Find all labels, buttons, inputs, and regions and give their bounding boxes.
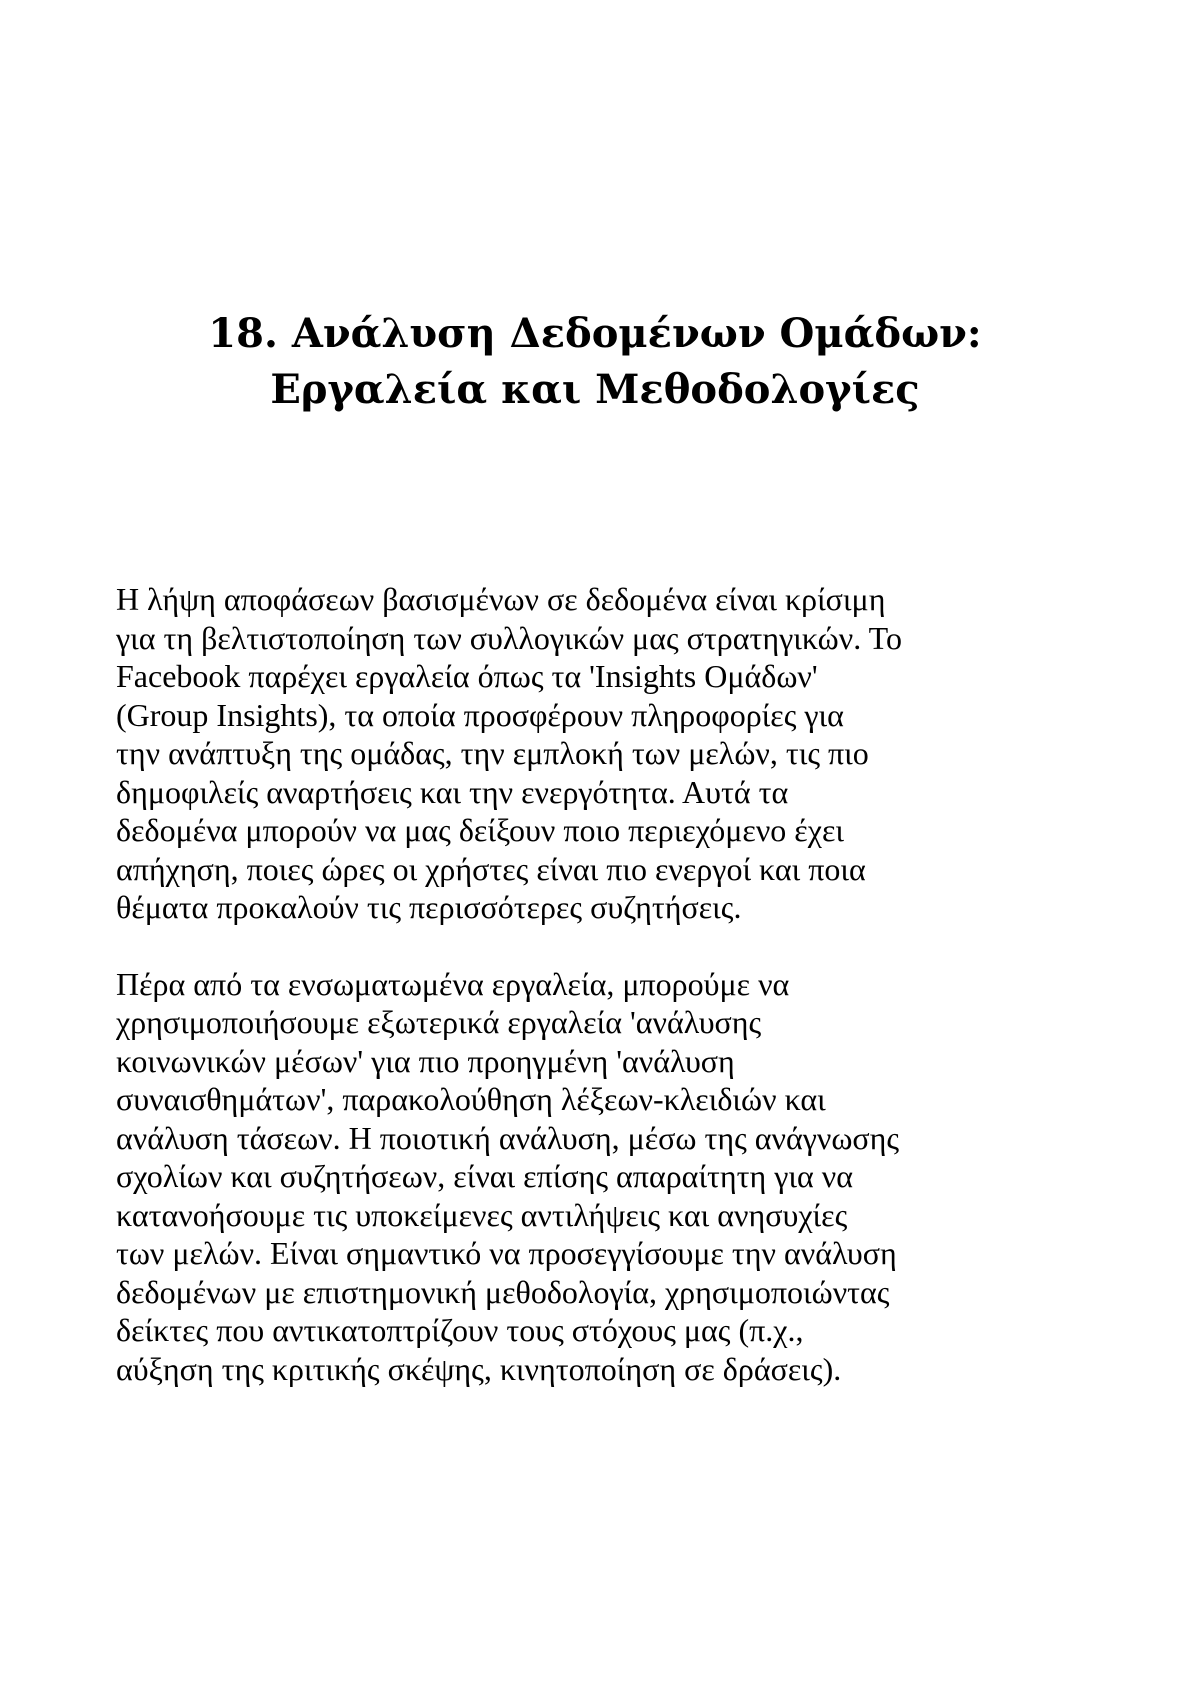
paragraph-line: δεδομένα μπορούν να μας δείξουν ποιο περιεχόμενο έχει (116, 812, 844, 848)
page-title (0, 306, 1190, 418)
paragraph-line: Facebook παρέχει εργαλεία όπως τα 'Insights Ομάδων' (116, 658, 818, 694)
paragraph-line: κοινωνικών μέσων' για πιο προηγμένη 'ανάλυση (116, 1042, 735, 1079)
paragraph-line: θέματα προκαλούν τις περισσότερες συζητήσεις. (116, 889, 742, 925)
paragraph-line: των μελών. Είναι σημαντικό να προσεγγίσουμε την ανάλυση (116, 1235, 897, 1271)
paragraph-line: αύξηση της κριτικής σκέψης, κινητοποίηση σε δράσεις). (116, 1350, 842, 1387)
paragraph-line: Πέρα από τα ενσωματωμένα εργαλεία, μπορούμε να (116, 965, 790, 1002)
paragraph-line: ανάλυση τάσεων. Η ποιοτική ανάλυση, μέσω της ανάγνωσης (116, 1119, 900, 1156)
page-title-line-1: 18. Ανάλυση Δεδομένων Ομάδων: (208, 310, 982, 357)
paragraph-line: την ανάπτυξη της ομάδας, την εμπλοκή των μελών, τις πιο (116, 735, 869, 771)
paragraph-line: χρησιμοποιήσουμε εξωτερικά εργαλεία 'ανάλυσης (116, 1004, 762, 1040)
paragraph-line: Η λήψη αποφάσεων βασισμένων σε δεδομένα είναι κρίσιμη (116, 581, 886, 617)
paragraph-2 (116, 965, 1116, 1389)
body-text (116, 580, 1116, 1426)
paragraph-line: σχολίων και συζητήσεων, είναι επίσης απαραίτητη για να (116, 1158, 853, 1194)
paragraph-line: για τη βελτιστοποίηση των συλλογικών μας στρατηγικών. Το (116, 619, 902, 656)
paragraph-1 (116, 580, 1116, 927)
paragraph-line: (Group Insights), τα οποία προσφέρουν πληροφορίες για (116, 696, 844, 733)
paragraph-line: δημοφιλείς αναρτήσεις και την ενεργότητα. Αυτά τα (116, 773, 789, 810)
paragraph-line: συναισθημάτων', παρακολούθηση λέξεων-κλειδιών και (116, 1081, 826, 1117)
page-title-line-2: Εργαλεία και Μεθοδολογίες (270, 366, 920, 413)
paragraph-line: δείκτες που αντικατοπτρίζουν τους στόχους μας (π.χ., (116, 1312, 804, 1348)
paragraph-line: δεδομένων με επιστημονική μεθοδολογία, χρησιμοποιώντας (116, 1273, 890, 1310)
paragraph-line: απήχηση, ποιες ώρες οι χρήστες είναι πιο ενεργοί και ποια (116, 850, 866, 887)
paragraph-line: κατανοήσουμε τις υποκείμενες αντιλήψεις και ανησυχίες (116, 1196, 848, 1233)
